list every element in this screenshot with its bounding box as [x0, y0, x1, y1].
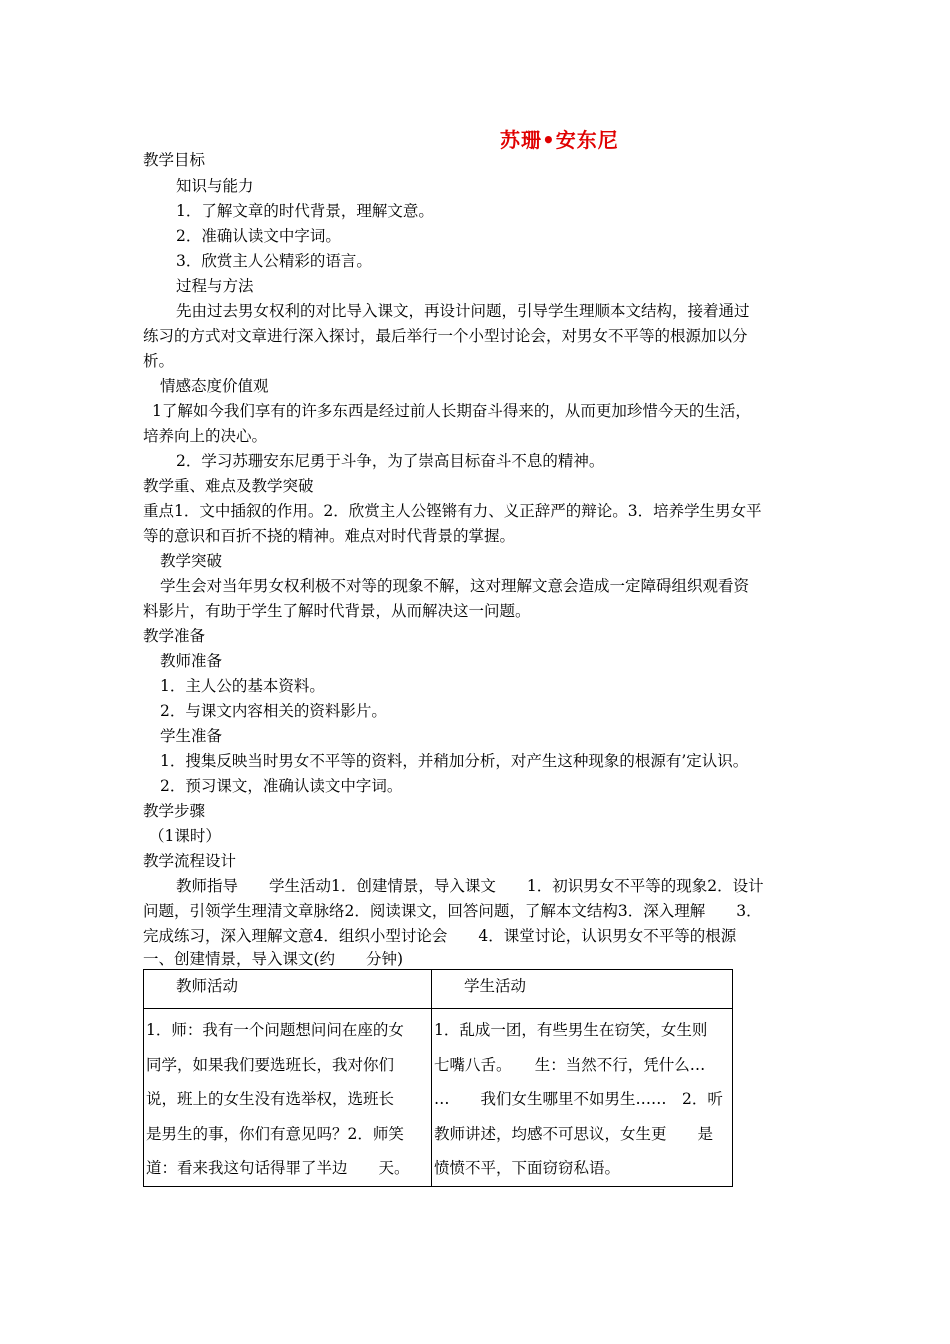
key-line: 等的意识和百折不挠的精神。难点对时代背景的掌握。 [143, 527, 516, 545]
teacher-prep-item: 2．与课文内容相关的资料影片。 [160, 702, 387, 720]
teacher-prep-item: 1．主人公的基本资料。 [160, 677, 325, 695]
student-activity-line: 教师讲述，均感不可思议，女生更 是 [434, 1124, 714, 1143]
teacher-activity-line: 是男生的事，你们有意见吗？2．师笑 [146, 1124, 404, 1143]
emotion-heading: 情感态度价值观 [160, 377, 269, 395]
student-activity-cell [432, 1009, 733, 1187]
emotion-line: 培养向上的决心。 [143, 427, 268, 445]
table-header-cell [144, 970, 432, 1009]
breakthrough-line: 料影片，有助于学生了解时代背景，从而解决这一问题。 [143, 602, 531, 620]
teacher-activity-line: 道：看来我这句话得罪了半边 天。 [146, 1159, 410, 1177]
teacher-activity-cell [144, 1009, 432, 1187]
breakthrough-heading: 教学突破 [160, 552, 223, 570]
student-activity-line: 愤愤不平，下面窃窃私语。 [434, 1159, 621, 1177]
flow-line: 一、创建情景，导入课文(约 分钟) [143, 950, 404, 968]
process-line: 析。 [143, 352, 175, 370]
activity-table [143, 969, 733, 1187]
goals-heading: 教学目标 [143, 151, 206, 169]
student-activity-line: 七嘴八舌。 生：当然不行，凭什么… [434, 1055, 706, 1074]
student-activity-line: 1．乱成一团，有些男生在窃笑，女生则 [434, 1021, 708, 1039]
steps-heading: 教学步骤 [143, 802, 206, 820]
table-row [144, 1009, 733, 1187]
student-activity-line: … 我们女生哪里不如男生…… 2．听 [434, 1090, 723, 1108]
knowledge-item: 2．准确认读文中字词。 [176, 227, 341, 245]
teacher-activity-line: 1．师：我有一个问题想问问在座的女 [146, 1021, 404, 1039]
student-activity-header: 学生活动 [464, 977, 527, 995]
emotion-line: 2．学习苏珊安东尼勇于斗争，为了崇高目标奋斗不息的精神。 [176, 452, 605, 470]
prep-heading: 教学准备 [143, 627, 206, 645]
teacher-activity-header: 教师活动 [176, 977, 239, 995]
knowledge-item: 1．了解文章的时代背景，理解文意。 [176, 202, 434, 220]
knowledge-heading: 知识与能力 [176, 177, 254, 195]
student-prep-item: 1．搜集反映当时男女不平等的资料，并稍加分析，对产生这种现象的根源有’定认识。 [160, 752, 749, 770]
breakthrough-line: 学生会对当年男女权利极不对等的现象不解，这对理解文意会造成一定障碍组织观看资 [160, 577, 750, 595]
teacher-activity-line: 说，班上的女生没有选举权，选班长 [146, 1090, 395, 1108]
flow-heading: 教学流程设计 [143, 852, 237, 870]
page-title: 苏珊•安东尼 [500, 128, 619, 152]
teacher-prep-heading: 教师准备 [160, 652, 223, 670]
process-line: 练习的方式对文章进行深入探讨，最后举行一个小型讨论会，对男女不平等的根源加以分 [143, 327, 748, 345]
table-header-row [144, 970, 733, 1009]
student-prep-heading: 学生准备 [160, 727, 223, 745]
flow-line: 教师指导 学生活动1．创建情景，导入课文 1．初识男女不平等的现象2．设计 [176, 877, 764, 895]
teacher-activity-line: 同学，如果我们要选班长，我对你们 [146, 1055, 395, 1074]
key-line: 重点1．文中插叙的作用。2．欣赏主人公铿锵有力、义正辞严的辩论。3．培养学生男女平 [143, 502, 762, 520]
emotion-line: 1了解如今我们享有的许多东西是经过前人长期奋斗得来的，从而更加珍惜今天的生活， [152, 402, 751, 420]
class-hours: （1课时） [149, 827, 221, 845]
flow-line: 完成练习，深入理解文意4．组织小型讨论会 4．课堂讨论，认识男女不平等的根源 [143, 927, 737, 945]
flow-line: 问题，引领学生理清文章脉络2．阅读课文，回答问题，了解本文结构3．深入理解 3． [143, 902, 762, 920]
table-header-cell [432, 970, 733, 1009]
process-line: 先由过去男女权利的对比导入课文，再设计问题，引导学生理顺本文结构，接着通过 [176, 302, 750, 320]
process-heading: 过程与方法 [176, 277, 254, 295]
key-heading: 教学重、难点及教学突破 [143, 477, 314, 495]
knowledge-item: 3．欣赏主人公精彩的语言。 [176, 252, 372, 270]
student-prep-item: 2．预习课文，准确认读文中字词。 [160, 777, 403, 795]
